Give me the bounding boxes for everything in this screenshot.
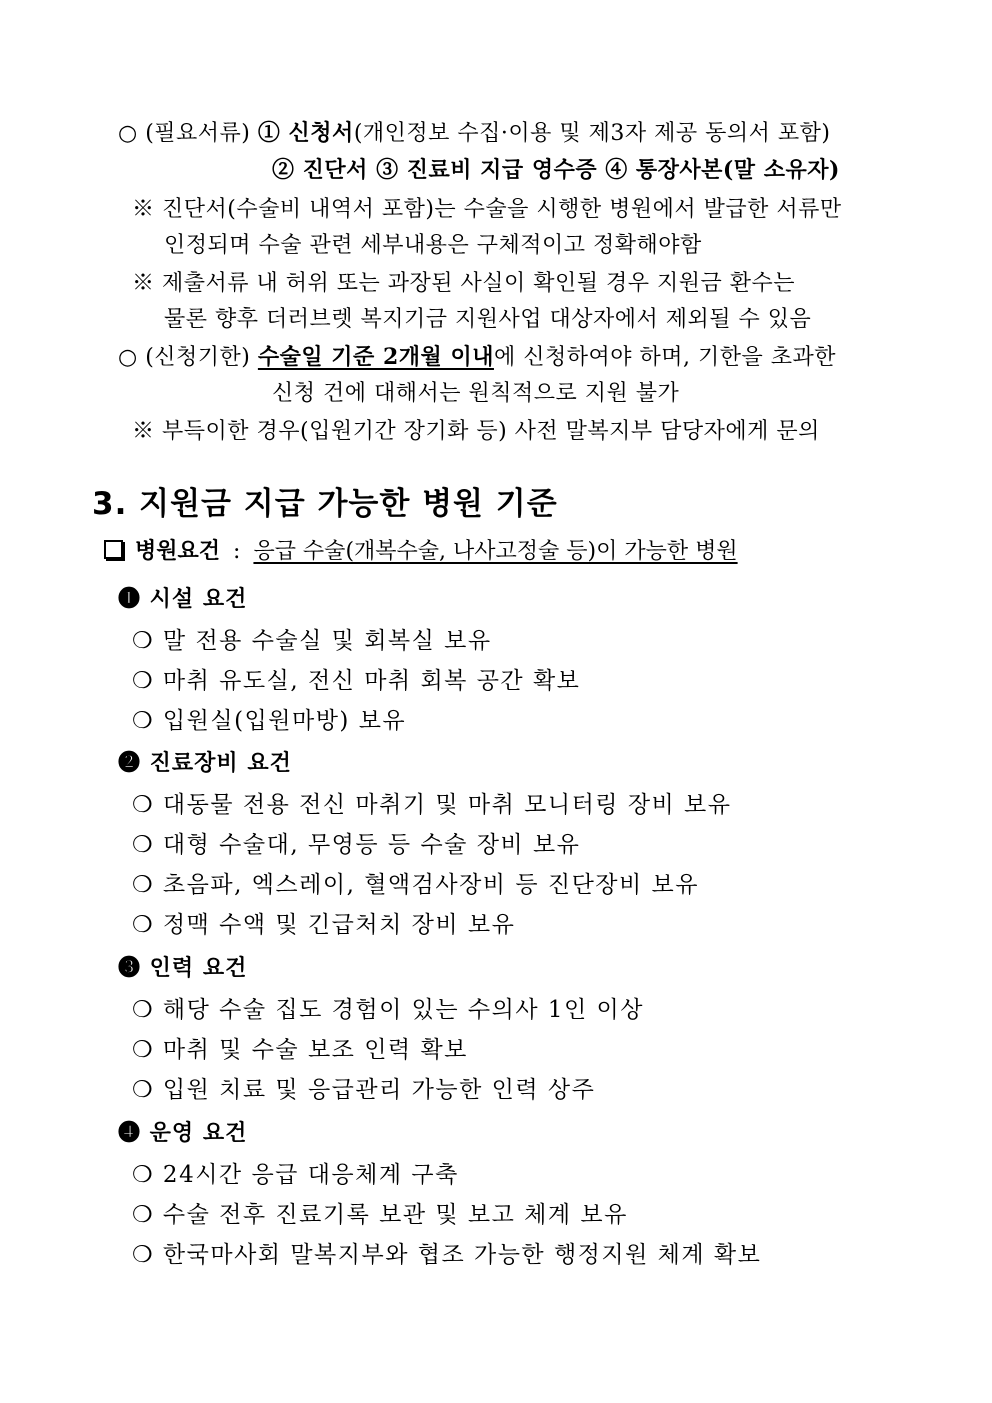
note-false-documents-1: ※ 제출서류 내 허위 또는 과장된 사실이 확인될 경우 지원금 환수는 — [132, 271, 795, 296]
required-documents-label: (필요서류) — [145, 121, 251, 146]
deadline-highlight: 수술일 기준 2개월 이내 — [257, 344, 494, 370]
list-item: ❍ 말 전용 수술실 및 회복실 보유 — [132, 628, 492, 654]
list-item: ❍ 마취 및 수술 보조 인력 확보 — [132, 1037, 468, 1063]
note-diagnosis-2: 인정되며 수술 관련 세부내용은 구체적이고 정확해야함 — [164, 233, 702, 258]
deadline-label: (신청기한) — [145, 345, 251, 370]
requirement-text: 응급 수술(개복수술, 나사고정술 등)이 가능한 병원 — [253, 539, 738, 564]
list-item: ❍ 정맥 수액 및 긴급처치 장비 보유 — [132, 912, 516, 938]
list-item: ❍ 초음파, 엑스레이, 혈액검사장비 등 진단장비 보유 — [132, 872, 699, 898]
list-item: ❍ 마취 유도실, 전신 마취 회복 공간 확보 — [132, 668, 581, 694]
bullet: ○ — [118, 121, 138, 146]
note-diagnosis-1: ※ 진단서(수술비 내역서 포함)는 수술을 시행한 병원에서 발급한 서류만 — [132, 197, 842, 222]
section-heading: 3. 지원금 지급 가능한 병원 기준 — [92, 486, 558, 522]
group-facility-title: ❶ 시설 요건 — [118, 586, 248, 612]
list-item: ❍ 24시간 응급 대응체계 구축 — [132, 1162, 459, 1188]
note-exception: ※ 부득이한 경우(입원기간 장기화 등) 사전 말복지부 담당자에게 문의 — [132, 419, 820, 444]
group-operation-title: ❹ 운영 요건 — [118, 1120, 248, 1146]
list-item: ❍ 한국마사회 말복지부와 협조 가능한 행정지원 체계 확보 — [132, 1242, 762, 1268]
application-form: ① 신청서 — [257, 120, 354, 146]
requirement-label: 병원요건 — [135, 538, 221, 564]
list-item: ❍ 수술 전후 진료기록 보관 및 보고 체계 보유 — [132, 1202, 628, 1228]
required-documents-line-2: ② 진단서 ③ 진료비 지급 영수증 ④ 통장사본(말 소유자) — [272, 157, 840, 183]
checkbox-square-icon — [104, 540, 123, 559]
application-form-note: (개인정보 수집·이용 및 제3자 제공 동의서 포함) — [353, 121, 831, 146]
group-staff-title: ❸ 인력 요건 — [118, 955, 248, 981]
list-item: ❍ 대형 수술대, 무영등 등 수술 장비 보유 — [132, 832, 581, 858]
deadline-line — [118, 340, 836, 371]
bullet: ○ — [118, 345, 138, 370]
list-item: ❍ 입원 치료 및 응급관리 가능한 인력 상주 — [132, 1077, 596, 1103]
list-item: ❍ 대동물 전용 전신 마취기 및 마취 모니터링 장비 보유 — [132, 792, 732, 818]
list-item: ❍ 해당 수술 집도 경험이 있는 수의사 1인 이상 — [132, 997, 644, 1023]
group-equipment-title: ❷ 진료장비 요건 — [118, 750, 292, 776]
hospital-requirement — [104, 534, 738, 565]
requirement-separator: : — [233, 539, 241, 564]
required-documents-line — [118, 116, 892, 147]
note-false-documents-2: 물론 향후 더러브렛 복지기금 지원사업 대상자에서 제외될 수 있음 — [164, 307, 812, 332]
list-item: ❍ 입원실(입원마방) 보유 — [132, 708, 407, 734]
deadline-text: 에 신청하여야 하며, 기한을 초과한 — [493, 345, 836, 370]
deadline-line-2: 신청 건에 대해서는 원칙적으로 지원 불가 — [272, 381, 680, 406]
